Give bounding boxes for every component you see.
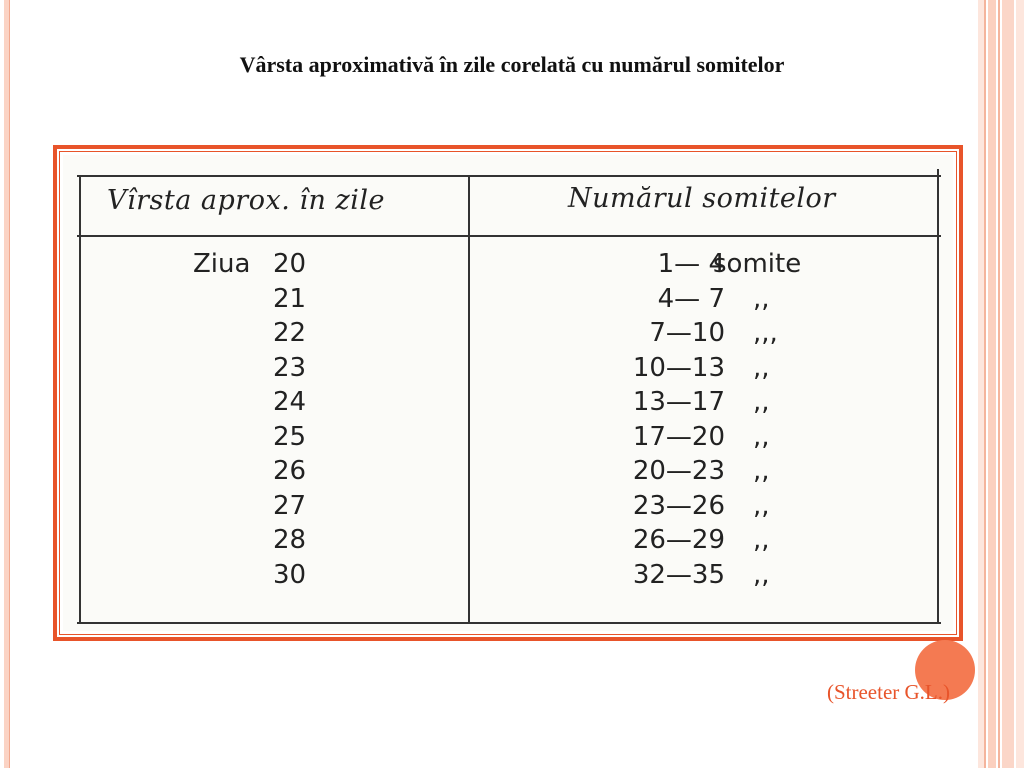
table-row [63,525,953,559]
row-somite-range: 23—26 [632,490,725,521]
row-somite-range: 32—35 [632,559,725,590]
row-unit: ,, [753,525,770,555]
row-unit: ,, [753,387,770,417]
row-day: 28 [273,525,307,555]
right-border-decoration [978,0,1024,768]
row-somite-range: 13—17 [632,387,725,417]
row-unit: ,, [753,421,770,452]
table-row [63,353,953,387]
row-prefix: Ziua [193,249,251,279]
table-row [63,387,953,421]
row-day: 27 [273,490,307,521]
row-day: 22 [273,318,307,348]
row-unit: ,,, [753,318,778,348]
table-row [63,560,953,594]
row-day: 23 [273,352,307,383]
row-somite-range: 1— 4 [657,249,725,279]
scanned-table [63,155,953,631]
header-age: Vîrsta aprox. în zile [107,185,385,216]
table-row [63,318,953,352]
table-row [63,456,953,490]
row-somite-range: 10—13 [632,352,725,383]
row-somite-range: 20—23 [632,456,725,486]
source-credit: (Streeter G.L.) [826,680,950,704]
row-day: 26 [273,456,307,486]
slide-title: Vârsta aproximativă în zile corelată cu numărul somitelor [239,52,785,77]
left-border-decoration [4,0,10,768]
table-row [63,284,953,318]
table-image-frame [53,145,963,641]
table-row [63,491,953,525]
row-day: 24 [273,387,307,417]
row-day: 20 [273,249,307,279]
row-unit: ,, [753,559,770,590]
row-unit: ,, [753,352,770,383]
row-somite-range: 7—10 [649,318,725,348]
row-day: 30 [273,559,307,590]
row-unit: ,, [753,283,770,314]
row-day: 25 [273,421,307,452]
row-somite-range: 4— 7 [657,283,725,314]
row-somite-range: 26—29 [632,525,725,555]
table-row [63,249,953,283]
row-day: 21 [273,283,307,314]
row-unit: ,, [753,490,770,521]
row-unit: somite [713,249,802,279]
header-somites: Numărul somitelor [568,183,836,214]
table-row [63,422,953,456]
row-somite-range: 17—20 [632,421,725,452]
row-unit: ,, [753,456,770,486]
